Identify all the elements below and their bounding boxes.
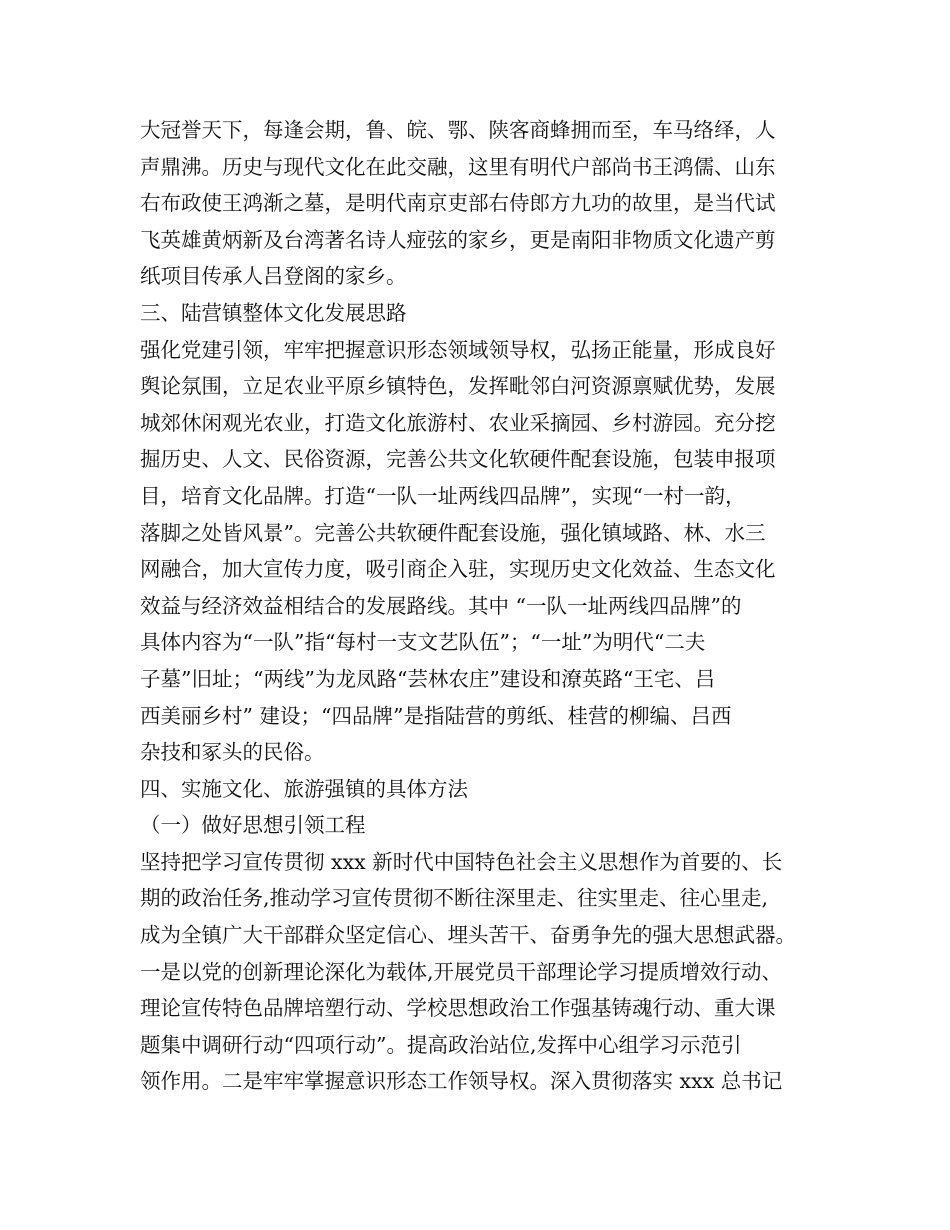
text-line: 期的政治任务,推动学习宣传贯彻不断往深里走、往实里走、往心里走, xyxy=(140,886,769,911)
text-line: 舆论氛围，立足农业平原乡镇特色，发挥毗邻白河资源禀赋优势，发展 xyxy=(140,374,776,399)
text-line: 右布政使王鸿渐之墓，是明代南京吏部右侍郎方九功的故里，是当代试 xyxy=(140,191,776,216)
text-line: 飞英雄黄炳新及台湾著名诗人痖弦的家乡，更是南阳非物质文化遗产剪 xyxy=(140,227,776,252)
text-line: 一是以党的创新理论深化为载体,开展党员干部理论学习提质增效行动、 xyxy=(140,959,783,984)
text-line: 子墓”旧址；“两线”为龙凤路“芸林农庄”建设和潦英路“王宅、吕 xyxy=(140,666,716,691)
text-line: 掘历史、人文、民俗资源，完善公共文化软硬件配套设施，包装申报项 xyxy=(140,447,776,472)
document-body xyxy=(140,112,830,1100)
section-heading: 四、实施文化、旅游强镇的具体方法 xyxy=(140,776,468,801)
text-line: 成为全镇广大干部群众坚定信心、埋头苦干、奋勇争先的强大思想武器。 xyxy=(140,923,796,948)
text-line: 大冠誉天下，每逢会期，鲁、皖、鄂、陕客商蜂拥而至，车马络绎，人 xyxy=(140,118,776,142)
text-line: 纸项目传承人吕登阁的家乡。 xyxy=(140,264,407,289)
text-line: 领作用。二是牢牢掌握意识形态工作领导权。深入贯彻落实 xxx 总书记 xyxy=(140,1069,783,1094)
text-line: 理论宣传特色品牌培塑行动、学校思想政治工作强基铸魂行动、重大课 xyxy=(140,996,776,1021)
text-line: 目，培育文化品牌。打造“一队一址两线四品牌”，实现“一村一韵， xyxy=(140,483,746,508)
text-line: 城郊休闲观光农业，打造文化旅游村、农业采摘园、乡村游园。充分挖 xyxy=(140,410,776,435)
text-line: 强化党建引领，牢牢把握意识形态领域领导权，弘扬正能量，形成良好 xyxy=(140,337,776,362)
text-line: 西美丽乡村” 建设；“四品牌”是指陆营的剪纸、桂营的柳编、吕西 xyxy=(140,703,732,728)
text-line: 杂技和冢头的民俗。 xyxy=(140,740,325,765)
text-line: 落脚之处皆风景”。完善公共软硬件配套设施，强化镇域路、林、水三 xyxy=(140,520,766,545)
section-heading: 三、陆营镇整体文化发展思路 xyxy=(140,300,407,325)
text-line: 效益与经济效益相结合的发展路线。其中 “一队一址两线四品牌”的 xyxy=(140,593,742,618)
text-line: 具体内容为“一队”指“每村一支文艺队伍”；“一址”为明代“二夫 xyxy=(140,630,706,655)
subsection-heading: （一）做好思想引领工程 xyxy=(140,813,366,838)
text-line: 网融合，加大宣传力度，吸引商企入驻，实现历史文化效益、生态文化 xyxy=(140,557,776,582)
text-line: 坚持把学习宣传贯彻 xxx 新时代中国特色社会主义思想作为首要的、长 xyxy=(140,849,783,874)
text-line: 题集中调研行动“四项行动”。提高政治站位,发挥中心组学习示范引 xyxy=(140,1032,742,1057)
text-line: 声鼎沸。历史与现代文化在此交融，这里有明代户部尚书王鸿儒、山东 xyxy=(140,154,776,179)
